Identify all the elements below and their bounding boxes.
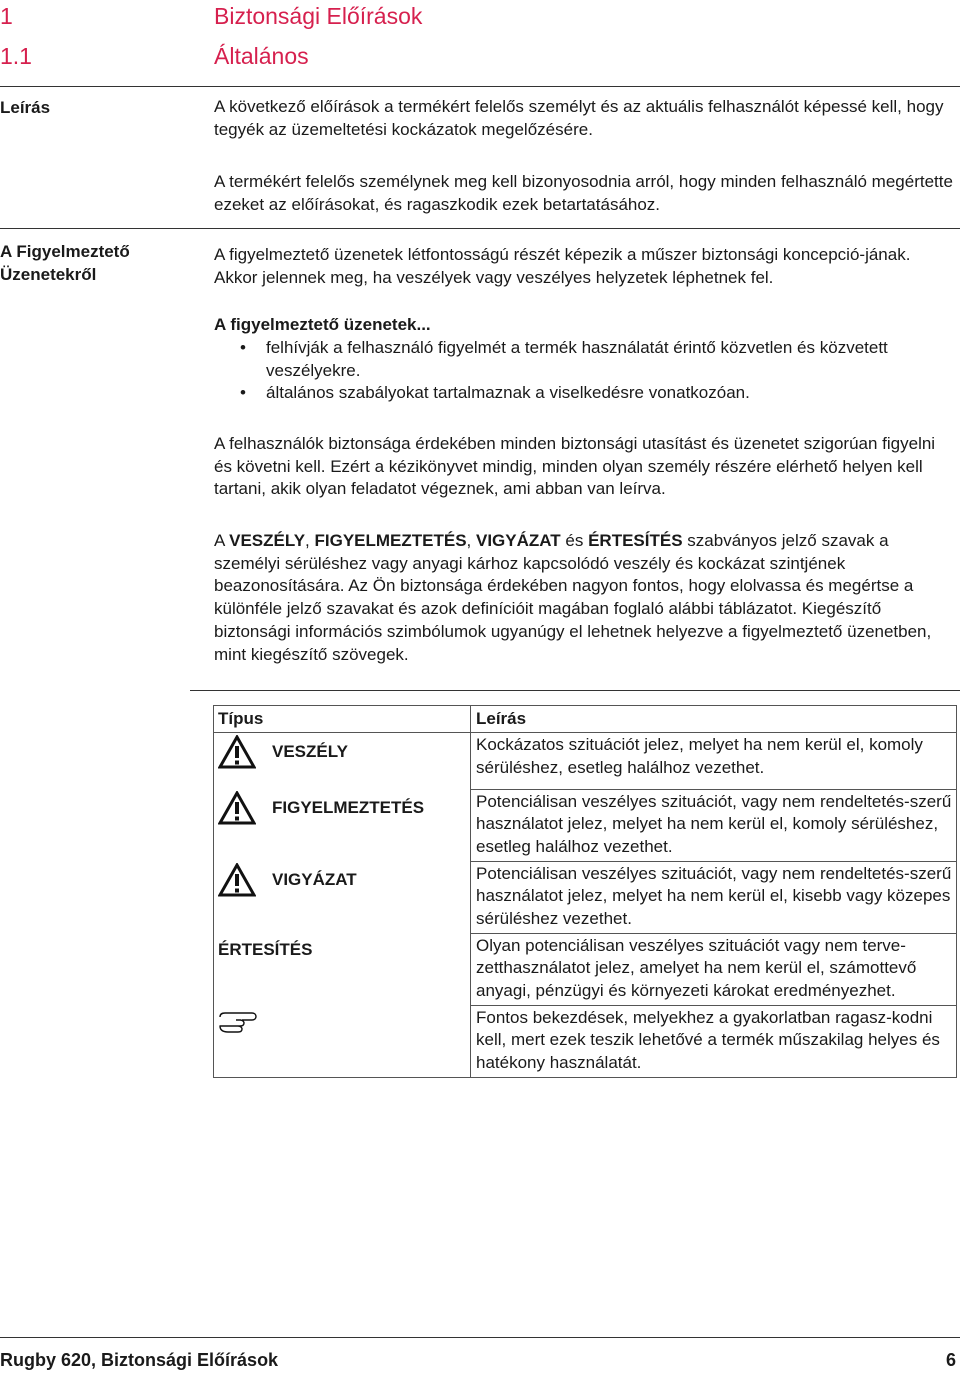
table-row: [214, 933, 957, 1005]
warning-triangle-icon: [218, 735, 256, 769]
pointing-hand-icon: [218, 1009, 262, 1035]
type-cell: [214, 1005, 471, 1078]
description-label: Leírás: [0, 98, 51, 117]
type-cell: [214, 733, 471, 790]
p3-c1: ,: [305, 531, 315, 550]
table-divider: [190, 690, 960, 691]
signal-word-notice: ÉRTESÍTÉS: [588, 531, 683, 550]
type-label: ÉRTESÍTÉS: [218, 940, 313, 959]
description-cell: Potenciálisan veszélyes szituációt, vagy nem rendeltetés-szerű használatot jelez, melyet ha nem kerül el, kisebb vagy közepes sérüléshez vezethet.: [471, 861, 957, 933]
warnings-label-line1: A Figyelmeztető: [0, 242, 130, 261]
header-description: Leírás: [471, 706, 957, 733]
chapter-title: Biztonsági Előírások: [214, 3, 423, 29]
type-label: FIGYELMEZTETÉS: [272, 797, 425, 817]
section-title: Általános: [214, 43, 309, 69]
table-row: [214, 1005, 957, 1078]
section-divider: [0, 228, 960, 229]
signal-word-caution: VIGYÁZAT: [476, 531, 561, 550]
warnings-subheading: A figyelmeztető üzenetek...: [214, 315, 431, 334]
table-row: [214, 861, 957, 933]
bullet-icon: •: [240, 383, 246, 403]
bullet-text: felhívják a felhasználó figyelmét a termék használatát érintő közvetlen és közvetett veszélyekre.: [266, 338, 888, 380]
bullet-icon: •: [240, 338, 246, 357]
description-cell: Potenciálisan veszélyes szituációt, vagy nem rendeltetés-szerű használatot jelez, melyet ha nem kerül el, komoly sérüléshez, esetleg halálhoz vezethet.: [471, 789, 957, 861]
description-cell: Olyan potenciálisan veszélyes szituációt vagy nem terve-zetthasználatot jelez, amelyet ha nem kerül el, számottevő anyagi, pénzügyi és környezeti károkat eredményezhet.: [471, 933, 957, 1005]
warnings-paragraph: A figyelmeztető üzenetek létfontosságú részét képezik a műszer biztonsági koncepció-jának. Akkor jelennek meg, ha veszélyek vagy veszélyes helyzetek léphetnek fel.: [214, 245, 911, 287]
table-row: [214, 733, 957, 790]
list-item: [214, 337, 956, 382]
p3-rest: szabványos jelző szavak a személyi sérüléshez vagy anyagi kárhoz kapcsolódó veszély és kockázat szintjének beazonosítására. Az Ön biztonsága érdekében nagyon fontos, hogy elolvassa és megértse a különféle jelző szavakat és azok definícióit magában foglaló alábbi táblázatot. Kiegészítő biztonsági információs szimbólumok ugyanúgy el lehetnek helyezve a figyelmeztető üzenetben, mint kiegészítő szövegek.: [214, 531, 932, 664]
p3-a: A: [214, 531, 230, 550]
chapter-number: 1: [0, 3, 13, 29]
responsibility-paragraph: A termékért felelős személynek meg kell bizonyosodnia arról, hogy minden felhasználó megértette ezeket az előírásokat, és ragaszkodik ezek betartatásához.: [214, 172, 953, 214]
warnings-label-line2: Üzenetekről: [0, 265, 97, 284]
description-cell: Kockázatos szituációt jelez, melyet ha nem kerül el, komoly sérüléshez, esetleg halálhoz vezethet.: [471, 733, 957, 790]
signal-word-warning: FIGYELMEZTETÉS: [314, 531, 467, 550]
description-cell: Fontos bekezdések, melyekhez a gyakorlatban ragasz-kodni kell, mert ezek teszik lehetővé a termék műszakilag helyes és hatékony használatát.: [471, 1005, 957, 1078]
intro-paragraph: A következő előírások a termékért felelős személyt és az aktuális felhasználót képessé kell, hogy tegyék az üzemeltetési kockázatok megelőzésére.: [214, 97, 944, 139]
table-row: [214, 789, 957, 861]
signal-word-danger: VESZÉLY: [229, 531, 306, 550]
warning-triangle-icon: [218, 863, 256, 897]
section-number: 1.1: [0, 43, 32, 69]
list-item: [214, 382, 956, 405]
page-number: 6: [945, 1350, 956, 1370]
footer-divider: [0, 1337, 960, 1338]
type-cell: [214, 933, 471, 1005]
type-cell: [214, 861, 471, 933]
type-label: VESZÉLY: [272, 741, 348, 761]
header-type: Típus: [214, 706, 471, 733]
warnings-bullet-list: [214, 337, 956, 405]
heading-divider: [0, 86, 960, 87]
table-header-row: [214, 706, 957, 733]
safety-paragraph: A felhasználók biztonsága érdekében minden biztonsági utasítást és üzenetet szigorúan figyelni és követni kell. Ezért a kézikönyvet mindig, minden olyan személy részére elérhető helyen kell tartani, akik olyan feladatot végeznek, ami abban van leírva.: [214, 434, 936, 499]
warnings-label: [0, 240, 130, 286]
type-cell: [214, 789, 471, 861]
p3-c2: ,: [466, 531, 476, 550]
signal-words-paragraph: [214, 530, 956, 666]
type-label: VIGYÁZAT: [272, 869, 357, 889]
warning-triangle-icon: [218, 791, 256, 825]
signal-words-table: [213, 705, 957, 1078]
footer-text: Rugby 620, Biztonsági Előírások: [0, 1350, 279, 1370]
bullet-text: általános szabályokat tartalmaznak a viselkedésre vonatkozóan.: [266, 383, 750, 403]
p3-c3: és: [560, 531, 589, 550]
